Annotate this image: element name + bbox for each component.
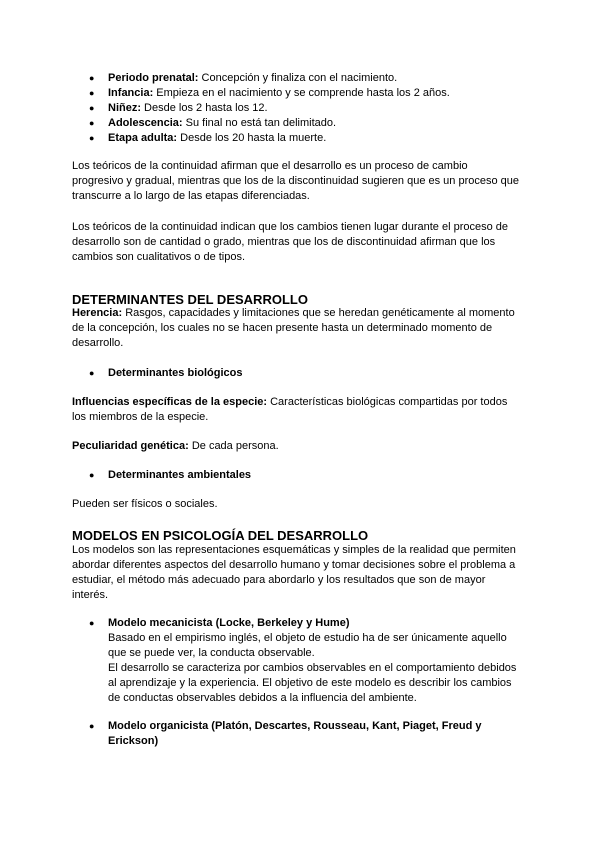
bullet-icon: ● [89,88,95,98]
list-item [72,86,522,101]
bullet-icon: ● [89,133,95,143]
bullet-icon: ● [89,103,95,113]
list-item [72,131,522,146]
mechanistic-model-p1: Basado en el empirismo inglés, el objeto de estudio ha de ser únicamente aquello que se puede ver, la conducta observable. [108,632,507,659]
section-heading-determinantes: DETERMINANTES DEL DESARROLLO [72,292,308,307]
bullet-icon: ● [89,618,95,628]
herencia-term: Herencia: [72,307,123,319]
models-list-2 [72,719,522,749]
stage-term: Etapa adulta: [108,132,178,144]
stage-term: Adolescencia: [108,117,183,129]
mechanistic-model-title: Modelo mecanicista (Locke, Berkeley y Hume) [108,617,350,629]
list-item [72,116,522,131]
stage-desc: Desde los 20 hasta la muerte. [177,132,327,144]
mechanistic-model-p2: El desarrollo se caracteriza por cambios observables en el comportamiento debidos al aprendizaje y la experiencia. El objetivo de este modelo es describir los cambios de conductas observables debidos a la influencia del ambiente. [108,662,517,704]
continuity-paragraph: Los teóricos de la continuidad afirman que el desarrollo es un proceso de cambio progresivo y gradual, mientras que los de la discontinuidad sugieren que es un proceso que transcurre a lo largo de las etapas diferenciadas. [72,160,520,202]
influencias-paragraph [72,395,522,425]
bullet-icon: ● [89,721,95,731]
biological-determinants-label: Determinantes biológicos [108,367,243,379]
environmental-list [72,468,522,483]
section-heading-modelos: MODELOS EN PSICOLOGÍA DEL DESARROLLO [72,528,369,543]
peculiaridad-desc: De cada persona. [188,440,279,452]
bullet-icon: ● [89,470,95,480]
peculiaridad-term: Peculiaridad genética: [72,440,189,452]
organicist-model-title: Modelo organicista (Platón, Descartes, Rousseau, Kant, Piaget, Freud y Erickson) [108,720,482,747]
list-item [72,616,522,706]
bullet-icon: ● [89,368,95,378]
stage-desc: Desde los 2 hasta los 12. [141,102,268,114]
influencias-desc: Características biológicas compartidas por todos los miembros de la especie. [72,396,508,423]
stage-term: Infancia: [108,87,154,99]
ambientales-paragraph: Pueden ser físicos o sociales. [72,498,218,510]
modelos-intro-paragraph: Los modelos son las representaciones esquemáticas y simples de la realidad que permiten abordar diferentes aspectos del desarrollo humano y tomar decisiones sobre el problema a estudiar, el método más adecuado para abordarlo y los resultados que son de mayor interés. [72,544,516,601]
development-stages-list [72,71,522,146]
biological-list [72,366,522,381]
influencias-term: Influencias específicas de la especie: [72,396,268,408]
list-item [72,719,522,749]
herencia-desc: Rasgos, capacidades y limitaciones que se heredan genéticamente al momento de la concepción, los cuales no se hacen presente hasta un determinado momento de desarrollo. [72,307,515,349]
stage-desc: Su final no está tan delimitado. [182,117,337,129]
list-item [72,366,522,381]
changes-paragraph: Los teóricos de la continuidad indican que los cambios tienen lugar durante el proceso de desarrollo son de cantidad o grado, mientras que los de discontinuidad afirman que los cambios son cualitativos o de tipos. [72,221,509,263]
herencia-paragraph [72,306,522,351]
environmental-determinants-label: Determinantes ambientales [108,469,252,481]
stage-desc: Empieza en el nacimiento y se comprende hasta los 2 años. [153,87,450,99]
list-item [72,101,522,116]
list-item [72,468,522,483]
bullet-icon: ● [89,73,95,83]
stage-desc: Concepción y finaliza con el nacimiento. [198,72,398,84]
stage-term: Periodo prenatal: [108,72,199,84]
stage-term: Niñez: [108,102,141,114]
peculiaridad-paragraph [72,439,522,454]
models-list [72,616,522,706]
bullet-icon: ● [89,118,95,128]
list-item [72,71,522,86]
